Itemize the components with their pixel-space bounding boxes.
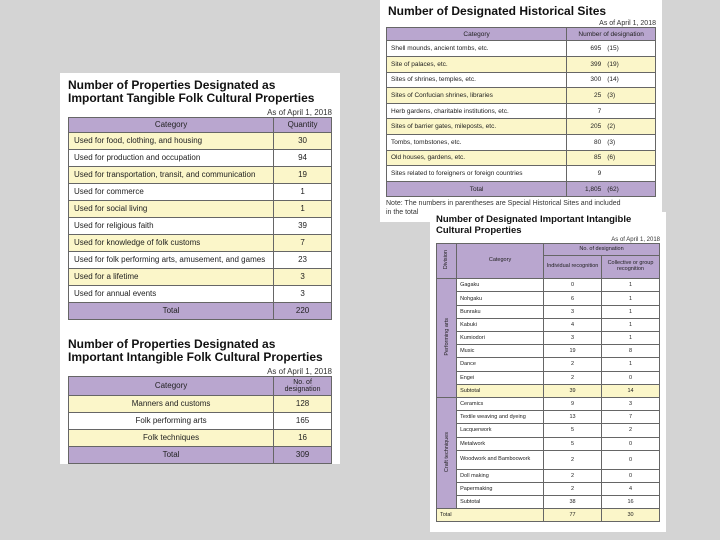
column-header-collective: Collective or group recognition bbox=[602, 256, 660, 279]
column-header-category: Category bbox=[69, 117, 274, 132]
intangible-folk-table bbox=[68, 376, 332, 464]
division-craft-techniques: Craft techniques bbox=[437, 397, 457, 508]
table-row: Bunraku 3 1 bbox=[437, 305, 660, 318]
column-header-category: Category bbox=[69, 376, 274, 395]
total-row: Total 309 bbox=[69, 446, 332, 463]
table-row: Site of palaces, etc. 399 (19) bbox=[387, 57, 656, 73]
tangible-as-of: As of April 1, 2018 bbox=[267, 107, 332, 117]
intangible-cultural-table bbox=[436, 243, 660, 522]
column-header-number: Number of designation bbox=[567, 28, 656, 41]
table-row: Craft techniques Ceramics 9 3 bbox=[437, 397, 660, 410]
column-header-designation: No. of designation bbox=[544, 244, 660, 256]
tangible-table bbox=[68, 117, 332, 320]
table-row: Used for food, clothing, and housing 30 bbox=[69, 132, 332, 149]
table-row: Nohgaku 6 1 bbox=[437, 292, 660, 305]
historical-sites-panel bbox=[380, 0, 662, 222]
intangible-cultural-as-of: As of April 1, 2018 bbox=[611, 237, 660, 244]
historical-sites-title: Number of Designated Historical Sites bbox=[388, 4, 607, 18]
table-row: Sites of barrier gates, mileposts, etc. 205 (2) bbox=[387, 119, 656, 135]
table-row: Sites of shrines, temples, etc. 300 (14) bbox=[387, 72, 656, 88]
total-row: Total 1,805 (62) bbox=[387, 181, 656, 197]
column-header-category: Category bbox=[457, 244, 544, 279]
table-header-row bbox=[387, 28, 656, 41]
total-row: Total 77 30 bbox=[437, 509, 660, 522]
table-row: Metalwork 5 0 bbox=[437, 437, 660, 450]
column-header-designation: No. of designation bbox=[274, 376, 332, 395]
table-row: Shell mounds, ancient tombs, etc. 695 (15) bbox=[387, 41, 656, 57]
folk-properties-panel bbox=[60, 73, 340, 464]
column-header-individual: Individual recognition bbox=[544, 256, 602, 279]
historical-sites-as-of: As of April 1, 2018 bbox=[599, 20, 656, 28]
table-row: Used for a lifetime 3 bbox=[69, 268, 332, 285]
intangible-folk-as-of: As of April 1, 2018 bbox=[267, 366, 332, 376]
column-header-division: Division bbox=[437, 244, 457, 279]
column-header-category: Category bbox=[387, 28, 567, 41]
table-row: Used for commerce 1 bbox=[69, 183, 332, 200]
table-header-row bbox=[69, 376, 332, 395]
table-header-row bbox=[69, 117, 332, 132]
table-row: Textile weaving and dyeing 13 7 bbox=[437, 411, 660, 424]
tangible-title: Number of Properties Designated as Important Tangible Folk Cultural Properties bbox=[68, 78, 315, 106]
table-row: Old houses, gardens, etc. 85 (6) bbox=[387, 150, 656, 166]
table-row: Manners and customs 128 bbox=[69, 395, 332, 412]
table-row: Dance 2 1 bbox=[437, 358, 660, 371]
intangible-cultural-title: Number of Designated Important Intangible Cultural Properties bbox=[436, 214, 632, 236]
table-row: Used for religious faith 39 bbox=[69, 217, 332, 234]
table-row: Engei 2 0 bbox=[437, 371, 660, 384]
table-row: Doll making 2 0 bbox=[437, 469, 660, 482]
intangible-folk-title: Number of Properties Designated as Important Intangible Folk Cultural Properties bbox=[68, 336, 323, 365]
table-row: Performing arts Gagaku 0 1 bbox=[437, 279, 660, 292]
subtotal-row: Subtotal 39 14 bbox=[437, 384, 660, 397]
historical-sites-note: Note: The numbers in parentheses are Special Historical Sites and included in the total bbox=[386, 200, 621, 216]
table-row: Kumiodori 3 1 bbox=[437, 332, 660, 345]
subtotal-row: Subtotal 38 16 bbox=[437, 496, 660, 509]
historical-sites-table bbox=[386, 27, 656, 197]
table-row: Used for annual events 3 bbox=[69, 285, 332, 302]
table-row: Herb gardens, charitable institutions, etc. 7 bbox=[387, 103, 656, 119]
intangible-cultural-panel bbox=[430, 212, 666, 532]
table-row: Used for production and occupation 94 bbox=[69, 149, 332, 166]
table-row: Woodwork and Bamboowork 2 0 bbox=[437, 450, 660, 469]
table-row: Used for knowledge of folk customs 7 bbox=[69, 234, 332, 251]
table-row: Folk performing arts 165 bbox=[69, 412, 332, 429]
division-performing-arts: Performing arts bbox=[437, 279, 457, 398]
table-row: Folk techniques 16 bbox=[69, 429, 332, 446]
table-row: Lacquerwork 5 2 bbox=[437, 424, 660, 437]
table-row: Papermaking 2 4 bbox=[437, 482, 660, 495]
table-row: Used for social living 1 bbox=[69, 200, 332, 217]
column-header-quantity: Quantity bbox=[274, 117, 332, 132]
table-row: Tombs, tombstones, etc. 80 (3) bbox=[387, 135, 656, 151]
table-row: Used for folk performing arts, amusement, and games 23 bbox=[69, 251, 332, 268]
table-row: Sites of Confucian shrines, libraries 25 (3) bbox=[387, 88, 656, 104]
table-row: Sites related to foreigners or foreign countries 9 bbox=[387, 166, 656, 182]
table-row: Music 19 8 bbox=[437, 345, 660, 358]
table-row: Kabuki 4 1 bbox=[437, 318, 660, 331]
table-row: Used for transportation, transit, and communication 19 bbox=[69, 166, 332, 183]
total-row: Total 220 bbox=[69, 302, 332, 319]
table-header-row bbox=[437, 244, 660, 256]
